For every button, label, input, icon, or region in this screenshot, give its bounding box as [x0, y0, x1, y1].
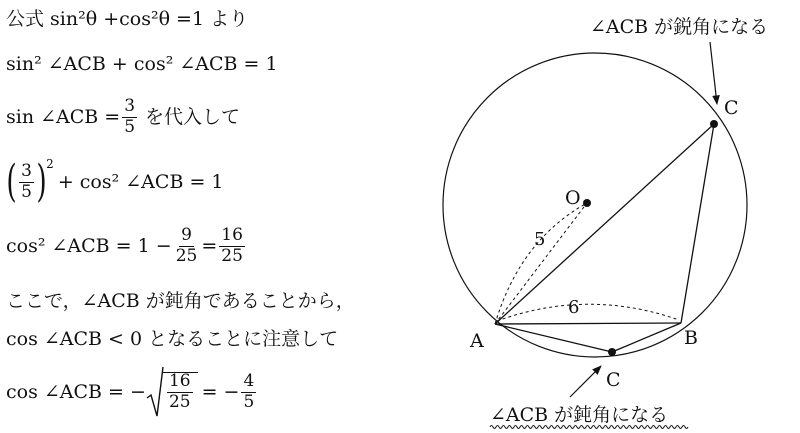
label-b: B — [684, 327, 698, 349]
identity-applied-text: sin² ∠ACB + cos² ∠ACB = 1 — [6, 53, 278, 75]
fraction-denominator: 5 — [21, 181, 32, 202]
cos-squared-result-text: cos² ∠ACB = 1 − — [6, 234, 172, 257]
segment-ac-top — [495, 124, 714, 324]
identity-text: 公式 sin²θ +cos²θ =1 より — [6, 8, 249, 30]
fraction-numerator: 9 — [181, 225, 192, 245]
obtuse-note-text: ここで，∠ACB が鈍角であることから， — [6, 290, 355, 312]
fraction-numerator: 16 — [221, 225, 243, 245]
radius-label: 5 — [534, 229, 546, 250]
arrow-acute-icon — [710, 42, 717, 104]
fraction-numerator: 16 — [168, 371, 191, 392]
left-paren: ( — [6, 156, 17, 207]
sin-acb-text: sin ∠ACB = — [6, 105, 121, 128]
point-c-top — [710, 120, 718, 128]
label-c-bottom: C — [606, 369, 621, 391]
point-c-bottom — [608, 348, 616, 356]
equals-sign: = — [201, 234, 218, 257]
fraction-denominator: 25 — [221, 245, 243, 266]
cos-squared-text: + cos² ∠ACB = 1 — [57, 170, 224, 193]
segment-ac-bottom — [495, 324, 612, 352]
fraction-denominator: 5 — [124, 116, 136, 137]
fraction-denominator: 5 — [243, 391, 255, 412]
fraction-numerator: 3 — [124, 96, 136, 116]
label-c-top: C — [724, 97, 739, 119]
fraction-denominator: 25 — [168, 392, 191, 412]
obtuse-angle-label: ∠ACB が鈍角になる — [490, 404, 669, 426]
segment-ab — [495, 323, 681, 324]
chord-label: 6 — [568, 297, 580, 318]
label-a: A — [470, 330, 484, 352]
substitute-text: を代入して — [145, 105, 241, 128]
fraction-numerator: 4 — [243, 370, 255, 391]
right-paren: ) — [36, 156, 47, 207]
chord-arc-brace — [497, 304, 679, 321]
equals-minus: = − — [201, 380, 240, 403]
point-o — [583, 199, 591, 207]
circumcircle — [443, 53, 747, 357]
segment-cb-top — [681, 124, 714, 323]
negative-cos-note-text: cos ∠ACB < 0 となることに注意して — [6, 328, 339, 350]
label-o: O — [565, 187, 581, 209]
exponent-2: 2 — [46, 157, 54, 171]
acute-angle-label: ∠ACB が鋭角になる — [590, 16, 769, 38]
arrow-obtuse-icon — [570, 366, 601, 397]
fraction-denominator: 25 — [175, 245, 198, 266]
cos-acb-final-text: cos ∠ACB = − — [6, 380, 146, 403]
fraction-numerator: 3 — [21, 160, 32, 181]
